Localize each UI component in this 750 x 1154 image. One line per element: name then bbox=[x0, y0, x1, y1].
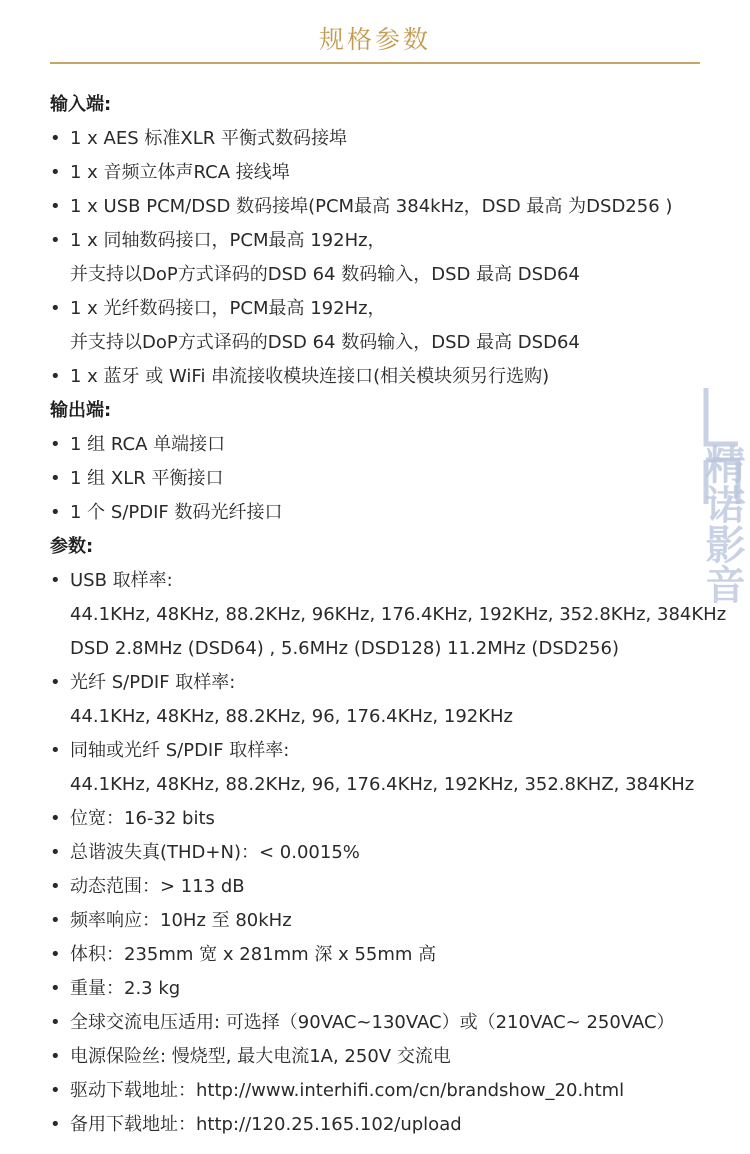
spec-text: 频率响应：10Hz 至 80kHz bbox=[70, 910, 292, 931]
section-heading: 输入端: bbox=[50, 94, 112, 115]
spec-text-continuation: 并支持以DoP方式译码的DSD 64 数码输入，DSD 最高 DSD64 bbox=[70, 332, 580, 353]
spec-text: 1 x AES 标准XLR 平衡式数码接埠 bbox=[70, 128, 347, 149]
bullet-icon: • bbox=[50, 944, 61, 965]
spec-list-item bbox=[50, 1108, 720, 1142]
spec-list-item bbox=[50, 1040, 720, 1074]
spec-text: 位宽：16-32 bits bbox=[70, 808, 215, 829]
spec-list-item bbox=[50, 360, 720, 394]
spec-text: 备用下载地址：http://120.25.165.102/upload bbox=[70, 1114, 462, 1135]
spec-list-item bbox=[50, 462, 720, 496]
spec-text: 同轴或光纤 S/PDIF 取样率: bbox=[70, 740, 290, 761]
spec-text: 1 组 XLR 平衡接口 bbox=[70, 468, 224, 489]
spec-text: 光纤 S/PDIF 取样率: bbox=[70, 672, 236, 693]
spec-text: 1 x 音频立体声RCA 接线埠 bbox=[70, 162, 290, 183]
bullet-icon: • bbox=[50, 468, 61, 489]
spec-list-item bbox=[50, 972, 720, 1006]
spec-text: 驱动下载地址：http://www.interhifi.com/cn/brandshow_20.html bbox=[70, 1080, 625, 1101]
spec-text: 动态范围：> 113 dB bbox=[70, 876, 245, 897]
spec-text: 1 x 光纤数码接口，PCM最高 192Hz， bbox=[70, 298, 386, 319]
bullet-icon: • bbox=[50, 1046, 61, 1067]
spec-list-item bbox=[50, 564, 727, 666]
bullet-icon: • bbox=[50, 162, 61, 183]
spec-text: USB 取样率: bbox=[70, 570, 173, 591]
spec-text: 1 x 同轴数码接口，PCM最高 192Hz， bbox=[70, 230, 386, 251]
spec-list-item bbox=[50, 938, 720, 972]
bullet-icon: • bbox=[50, 978, 61, 999]
spec-list-item bbox=[50, 734, 720, 802]
spec-text: 总谐波失真(THD+N)：< 0.0015% bbox=[70, 842, 360, 863]
spec-list-item bbox=[50, 428, 720, 462]
page-title: 规格参数 bbox=[318, 25, 431, 54]
section-heading: 输出端: bbox=[50, 400, 112, 421]
spec-list-item bbox=[50, 870, 720, 904]
bullet-icon: • bbox=[50, 298, 61, 319]
spec-text-continuation: 并支持以DoP方式译码的DSD 64 数码输入，DSD 最高 DSD64 bbox=[70, 264, 580, 285]
bullet-icon: • bbox=[50, 808, 61, 829]
bullet-icon: • bbox=[50, 366, 61, 387]
bullet-icon: • bbox=[50, 910, 61, 931]
watermark-text: 精诺影音 bbox=[699, 444, 745, 604]
spec-list-item bbox=[50, 802, 720, 836]
spec-text: 1 个 S/PDIF 数码光纤接口 bbox=[70, 502, 283, 523]
spec-list-item bbox=[50, 122, 720, 156]
bullet-icon: • bbox=[50, 230, 61, 251]
spec-text-continuation: 44.1KHz, 48KHz, 88.2KHz, 96KHz, 176.4KHz, 192KHz, 352.8KHz, 384KHz bbox=[70, 604, 727, 625]
bullet-icon: • bbox=[50, 1012, 61, 1033]
spec-text: 1 x 蓝牙 或 WiFi 串流接收模块连接口(相关模块须另行选购) bbox=[70, 366, 550, 387]
bullet-icon: • bbox=[50, 196, 61, 217]
spec-list-item bbox=[50, 190, 720, 224]
spec-list-item bbox=[50, 496, 720, 530]
spec-text: 体积：235mm 宽 x 281mm 深 x 55mm 高 bbox=[70, 944, 437, 965]
bullet-icon: • bbox=[50, 672, 61, 693]
spec-list-item bbox=[50, 156, 720, 190]
spec-text-continuation: DSD 2.8MHz (DSD64) , 5.6MHz (DSD128) 11.2MHz (DSD256) bbox=[70, 638, 619, 659]
spec-text-continuation: 44.1KHz, 48KHz, 88.2KHz, 96, 176.4KHz, 192KHz, 352.8KHZ, 384KHz bbox=[70, 774, 695, 795]
bullet-icon: • bbox=[50, 740, 61, 761]
spec-text: 1 x USB PCM/DSD 数码接埠(PCM最高 384kHz，DSD 最高 为DSD256 ) bbox=[70, 196, 673, 217]
bullet-icon: • bbox=[50, 128, 61, 149]
bullet-icon: • bbox=[50, 842, 61, 863]
spec-list-item bbox=[50, 836, 720, 870]
spec-list-item bbox=[50, 1006, 720, 1040]
bullet-icon: • bbox=[50, 434, 61, 455]
spec-text: 全球交流电压适用: 可选择（90VAC~130VAC）或（210VAC~ 250VAC） bbox=[70, 1012, 675, 1033]
title-divider bbox=[50, 62, 700, 64]
brand-watermark bbox=[698, 384, 746, 744]
bullet-icon: • bbox=[50, 570, 61, 591]
spec-text: 电源保险丝: 慢烧型, 最大电流1A, 250V 交流电 bbox=[70, 1046, 451, 1067]
spec-list-item bbox=[50, 666, 720, 734]
spec-text: 重量：2.3 kg bbox=[70, 978, 181, 999]
spec-list-item bbox=[50, 292, 720, 360]
spec-text: 1 组 RCA 单端接口 bbox=[70, 434, 226, 455]
section-heading: 参数: bbox=[50, 536, 94, 557]
spec-text-continuation: 44.1KHz, 48KHz, 88.2KHz, 96, 176.4KHz, 192KHz bbox=[70, 706, 514, 727]
spec-list-item bbox=[50, 224, 720, 292]
bullet-icon: • bbox=[50, 1080, 61, 1101]
bullet-icon: • bbox=[50, 502, 61, 523]
spec-list-item bbox=[50, 1074, 720, 1108]
spec-list-item bbox=[50, 904, 720, 938]
bullet-icon: • bbox=[50, 1114, 61, 1135]
bullet-icon: • bbox=[50, 876, 61, 897]
